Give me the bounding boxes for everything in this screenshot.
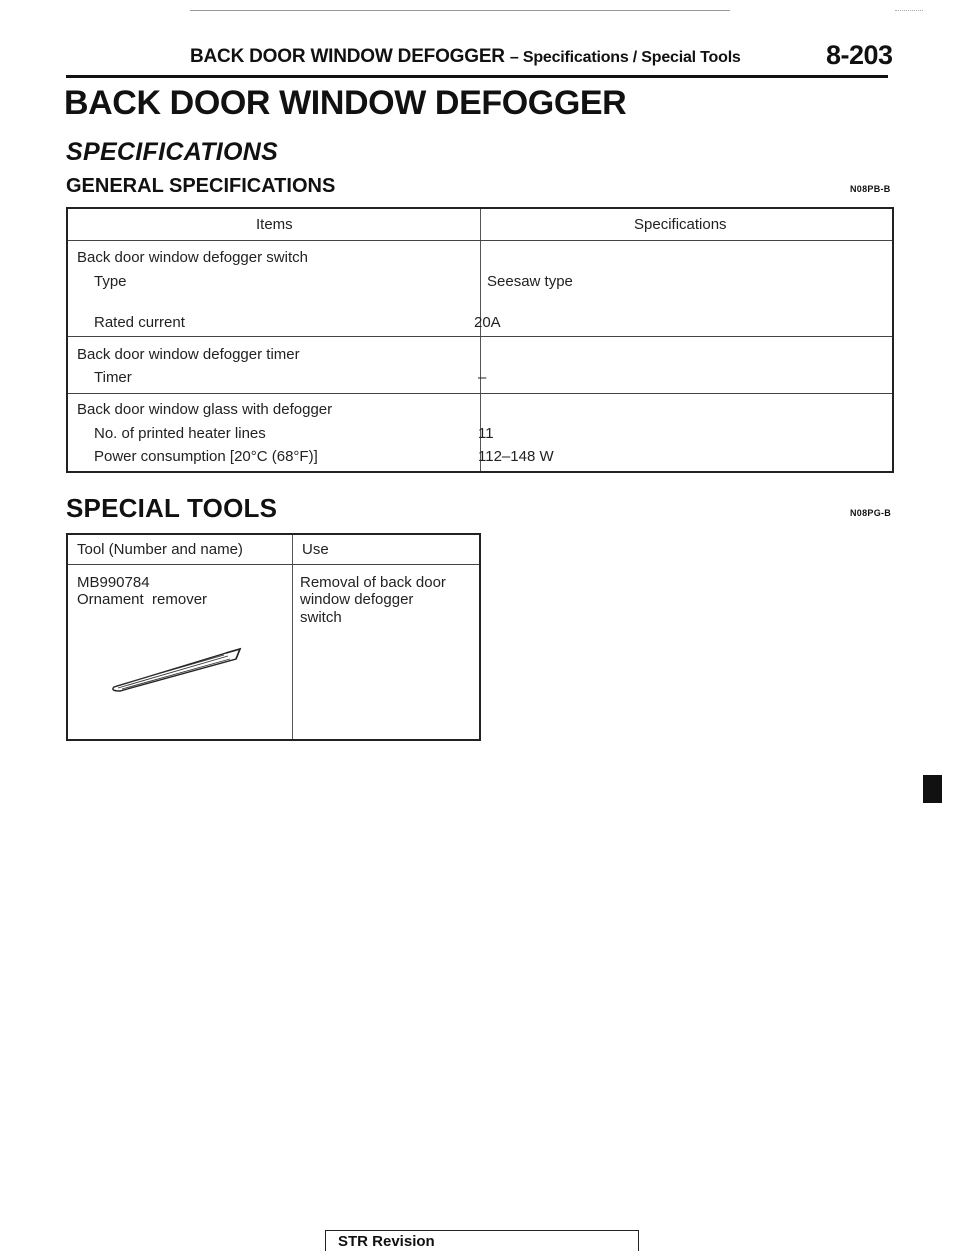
ornament-remover-illustration: [108, 643, 248, 693]
tool-use-line: switch: [300, 609, 342, 626]
item-value: 20A: [474, 314, 501, 331]
tool-use-line: Removal of back door: [300, 574, 446, 591]
group-label: Back door window defogger timer: [77, 346, 300, 363]
row-divider: [68, 393, 892, 394]
tool-use-line: window defogger: [300, 591, 414, 608]
page-title: BACK DOOR WINDOW DEFOGGER: [64, 84, 627, 122]
section-code: N08PG-B: [850, 508, 892, 518]
column-divider: [292, 535, 293, 739]
general-specifications-table: [66, 207, 894, 473]
running-header: [190, 46, 741, 68]
top-rule-right: [895, 10, 923, 11]
column-header-items: Items: [256, 216, 293, 233]
item-label: Rated current: [94, 314, 185, 331]
row-divider: [68, 336, 892, 337]
general-specifications-heading: GENERAL SPECIFICATIONS: [66, 175, 336, 197]
item-value: –: [478, 369, 487, 386]
item-label: Power consumption [20°C (68°F)]: [94, 448, 318, 465]
item-value: Seesaw type: [487, 273, 573, 290]
specifications-heading: SPECIFICATIONS: [66, 138, 279, 166]
column-header-tool: Tool (Number and name): [77, 541, 243, 558]
footer-revision: STR Revision: [338, 1233, 435, 1250]
running-header-subtitle: – Specifications / Special Tools: [509, 49, 741, 66]
header-rule: [66, 75, 888, 78]
tool-number: MB990784: [77, 574, 150, 591]
tool-name: Ornament remover: [77, 591, 208, 608]
column-header-specifications: Specifications: [634, 216, 727, 233]
section-code: N08PB-B: [850, 184, 891, 194]
item-label: Type: [94, 273, 127, 290]
item-value: 11: [478, 425, 494, 442]
item-label: Timer: [94, 369, 132, 386]
item-value: 112–148 W: [478, 448, 554, 465]
column-header-use: Use: [302, 541, 329, 558]
side-tab-marker: [923, 775, 942, 803]
row-divider: [68, 564, 479, 565]
page-number: 8-203: [826, 40, 893, 70]
special-tools-table: [66, 533, 481, 741]
top-rule: [190, 10, 730, 11]
item-label: No. of printed heater lines: [94, 425, 266, 442]
group-label: Back door window defogger switch: [77, 249, 308, 266]
running-header-title: BACK DOOR WINDOW DEFOGGER: [190, 46, 505, 67]
row-divider: [68, 240, 892, 241]
group-label: Back door window glass with defogger: [77, 401, 333, 418]
special-tools-heading: SPECIAL TOOLS: [66, 493, 278, 523]
